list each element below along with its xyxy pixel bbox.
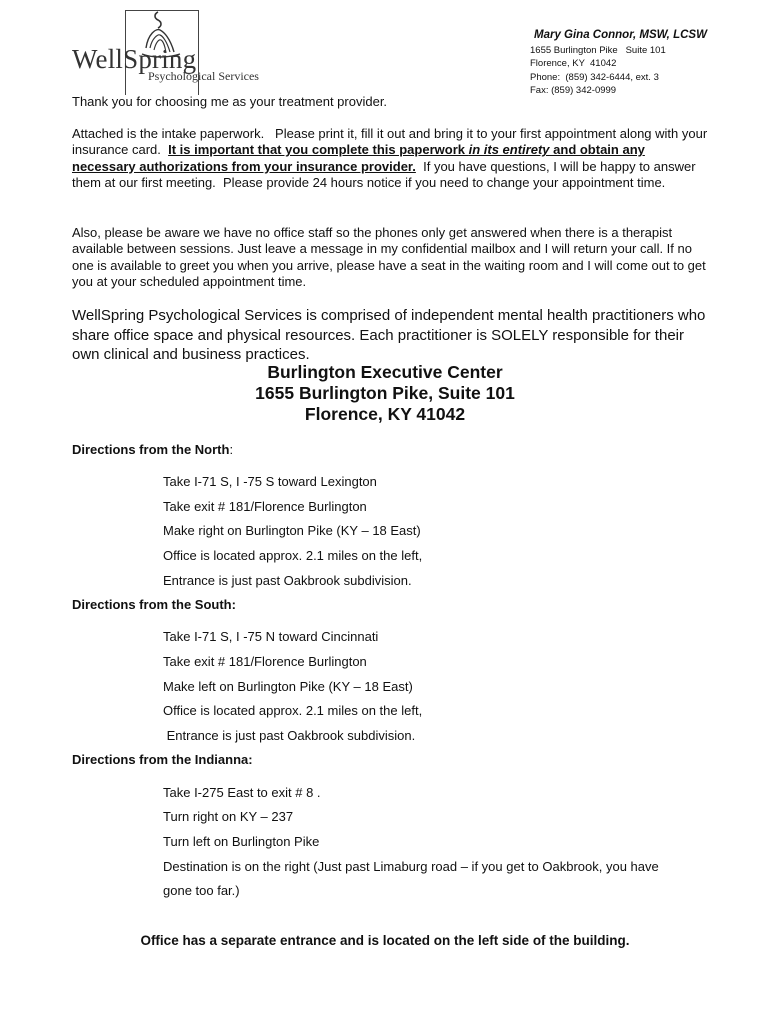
- south-step-4: Office is located approx. 2.1 miles on the left,: [163, 703, 423, 718]
- location-street: 1655 Burlington Pike, Suite 101: [255, 383, 515, 403]
- south-step-5: Entrance is just past Oakbrook subdivision.: [163, 728, 416, 743]
- indiana-step-5: gone too far.): [163, 883, 240, 898]
- provider-name: Mary Gina Connor, MSW, LCSW: [534, 29, 707, 41]
- north-step-5: Entrance is just past Oakbrook subdivision.: [163, 573, 412, 588]
- logo-wordmark: WellSpring: [72, 44, 197, 74]
- fax-number: Fax: (859) 342-0999: [530, 85, 617, 96]
- south-step-2: Take exit # 181/Florence Burlington: [163, 654, 367, 669]
- contact-block: [530, 29, 707, 98]
- paperwork-important-a: It is important that you complete this paperwork: [168, 142, 469, 158]
- indiana-step-3: Turn left on Burlington Pike: [163, 834, 320, 849]
- north-heading-text: Directions from the North: [72, 442, 230, 457]
- indiana-step-2: Turn right on KY – 237: [163, 809, 294, 824]
- location-city: Florence, KY 41042: [304, 404, 466, 424]
- location-name: Burlington Executive Center: [267, 362, 503, 382]
- directions-north-heading: [72, 442, 233, 457]
- paperwork-important-c: and obtain any necessary authorizations from your insurance provider.: [72, 142, 645, 174]
- paperwork-paragraph: [72, 126, 712, 191]
- office-staff-paragraph: Also, please be aware we have no office staff so the phones only get answered when there is a therapist available between sessions. Just leave a message in my confidential mailbox and I will return your call. If no one is available to greet you when you arrive, please have a seat in the waiting room and I will come out to get you at your scheduled appointment time.: [72, 225, 706, 289]
- disclaimer-paragraph: WellSpring Psychological Services is comprised of independent mental health practitioners who share office space and physical resources. Each practitioner is SOLELY responsible for their own clinical and business practices.: [72, 307, 706, 363]
- paperwork-tail: If you have questions, I will be happy to answer them at our first meeting. Please provide 24 hours notice if you need to change your appointment time.: [72, 158, 700, 190]
- north-heading-colon: :: [229, 442, 234, 457]
- directions-south-heading: Directions from the South:: [72, 597, 236, 612]
- logo-subtitle: Psychological Services: [148, 69, 259, 83]
- phone-number: Phone: (859) 342-6444, ext. 3: [530, 71, 659, 83]
- footer-note: Office has a separate entrance and is located on the left side of the building.: [140, 933, 630, 948]
- address-line-2: Florence, KY 41042: [530, 58, 617, 69]
- paperwork-important-b: in its entirety: [468, 142, 550, 158]
- north-step-1: Take I-71 S, I -75 S toward Lexington: [163, 474, 377, 489]
- indiana-step-4: Destination is on the right (Just past Limaburg road – if you get to Oakbrook, you have: [163, 859, 659, 874]
- north-step-2: Take exit # 181/Florence Burlington: [163, 499, 367, 514]
- directions-indiana-heading: Directions from the Indianna:: [72, 752, 253, 767]
- paperwork-lead: Attached is the intake paperwork. Please print it, fill it out and bring it to your first appointment along with your insurance card.: [72, 126, 711, 158]
- north-step-4: Office is located approx. 2.1 miles on the left,: [163, 548, 423, 563]
- intro-text: Thank you for choosing me as your treatment provider.: [72, 94, 388, 109]
- south-step-3: Make left on Burlington Pike (KY – 18 East): [163, 679, 413, 694]
- south-step-1: Take I-71 S, I -75 N toward Cincinnati: [163, 629, 379, 644]
- indiana-step-1: Take I-275 East to exit # 8 .: [163, 785, 321, 800]
- north-step-3: Make right on Burlington Pike (KY – 18 East): [163, 523, 421, 538]
- address-line-1: 1655 Burlington Pike Suite 101: [530, 44, 666, 56]
